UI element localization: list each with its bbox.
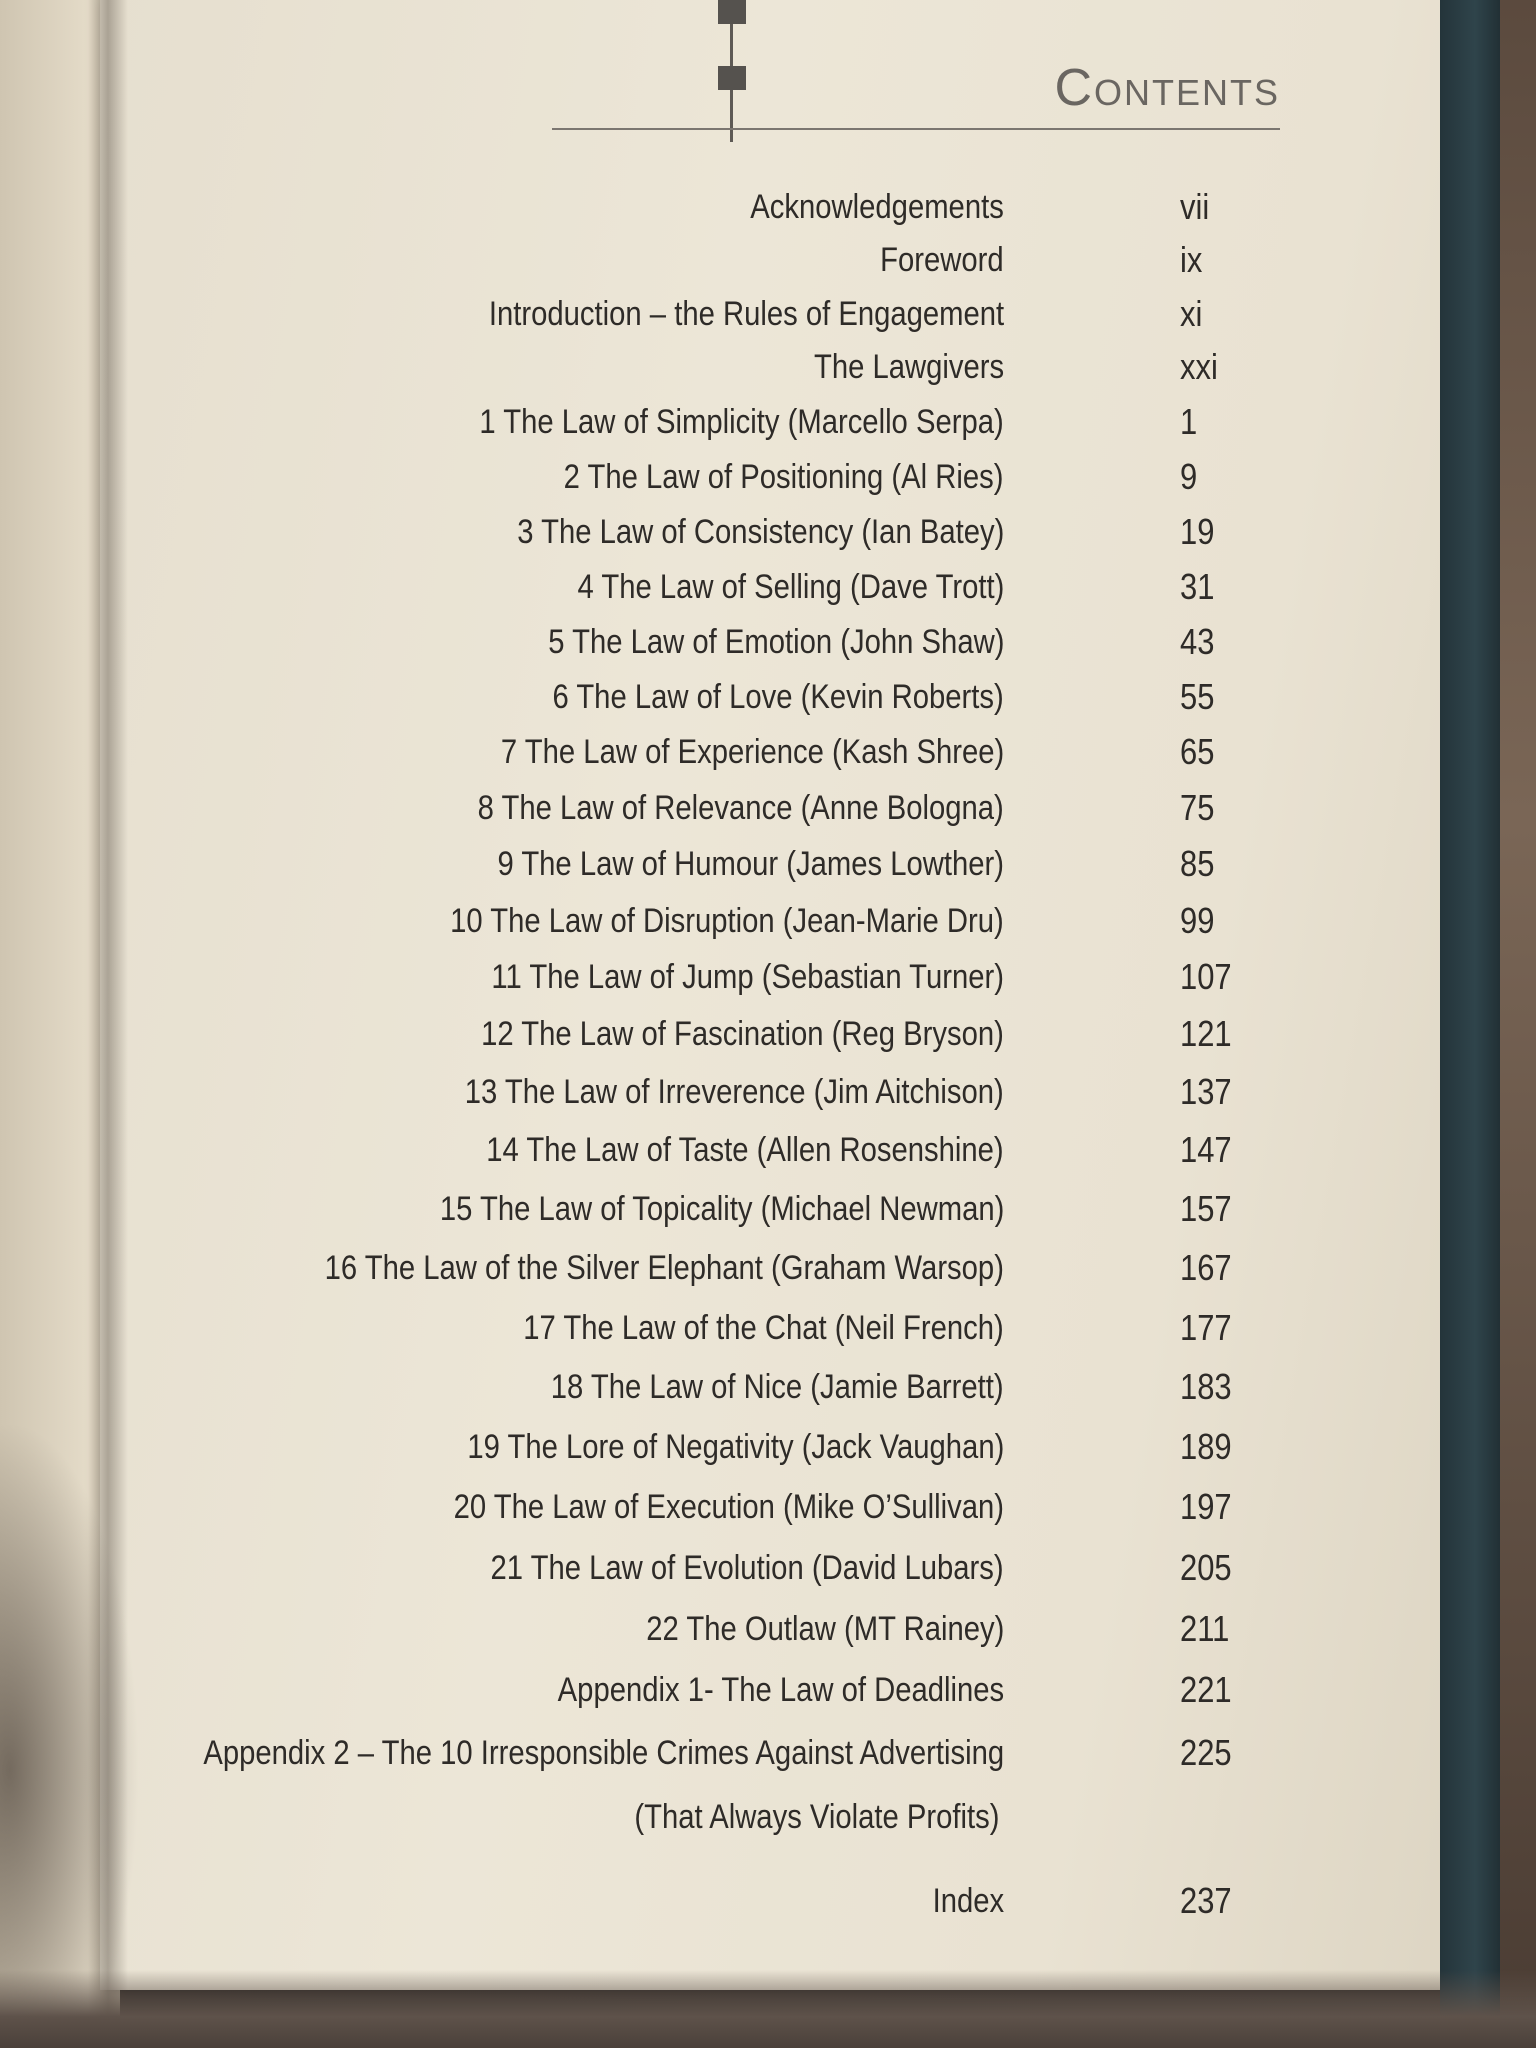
toc-entry-title: 13 The Law of Irreverence (Jim Aitchison) — [464, 1073, 1004, 1111]
toc-entry-title: 21 The Law of Evolution (David Lubars) — [490, 1549, 1004, 1587]
toc-page-number: 183 — [1180, 1366, 1232, 1407]
toc-entry-title: 12 The Law of Fascination (Reg Bryson) — [481, 1015, 1004, 1053]
toc-page-number: 99 — [1180, 900, 1215, 941]
toc-page-number: 205 — [1180, 1547, 1232, 1588]
toc-entry-title: 3 The Law of Consistency (Ian Batey) — [516, 513, 1004, 551]
toc-row — [0, 729, 1536, 779]
toc-entry-title: 19 The Lore of Negativity (Jack Vaughan) — [467, 1428, 1004, 1466]
toc-row — [0, 1186, 1536, 1236]
toc-row — [0, 1606, 1536, 1656]
toc-entry-title: 16 The Law of the Silver Elephant (Graham Warsop) — [324, 1249, 1004, 1287]
toc-page-number: 65 — [1180, 731, 1215, 772]
toc-entry-title: 6 The Law of Love (Kevin Roberts) — [552, 678, 1004, 716]
toc-page-number: 75 — [1180, 787, 1215, 828]
toc-page-number: 31 — [1180, 566, 1215, 607]
toc-entry-title: 15 The Law of Topicality (Michael Newman) — [439, 1190, 1004, 1228]
toc-page-number: 157 — [1180, 1188, 1232, 1229]
toc-entry-title: Introduction – the Rules of Engagement — [488, 295, 1004, 333]
toc-page-number: 1 — [1180, 401, 1198, 442]
toc-page-number: xxi — [1180, 346, 1218, 387]
toc-page-number: ix — [1180, 239, 1203, 280]
toc-entry-title: Appendix 1- The Law of Deadlines — [557, 1671, 1004, 1709]
toc-row — [0, 674, 1536, 724]
toc-page-number: xi — [1180, 293, 1203, 334]
toc-page-number: vii — [1180, 186, 1210, 227]
toc-entry-title: 18 The Law of Nice (Jamie Barrett) — [551, 1368, 1004, 1406]
toc-row — [0, 841, 1536, 891]
toc-row — [0, 898, 1536, 948]
toc-page-number: 147 — [1180, 1129, 1232, 1170]
toc-entry-title: Appendix 2 – The 10 Irresponsible Crimes Against Advertising — [203, 1734, 1004, 1772]
toc-entry-continuation: (That Always Violate Profits) — [634, 1798, 1000, 1836]
toc-page-number: 189 — [1180, 1426, 1232, 1467]
toc-row — [0, 237, 1536, 287]
toc-entry-title: 4 The Law of Selling (Dave Trott) — [577, 568, 1004, 606]
toc-entry-title: 14 The Law of Taste (Allen Rosenshine) — [486, 1131, 1004, 1169]
toc-row — [0, 1667, 1536, 1717]
toc-row — [0, 1305, 1536, 1355]
toc-page-number: 9 — [1180, 456, 1198, 497]
bottom-shadow — [0, 1970, 1536, 2048]
toc-entry-title: 8 The Law of Relevance (Anne Bologna) — [477, 789, 1004, 827]
toc-page-number: 85 — [1180, 843, 1215, 884]
toc-entry-title: 22 The Outlaw (MT Rainey) — [645, 1610, 1004, 1648]
toc-entry-title: 11 The Law of Jump (Sebastian Turner) — [491, 958, 1004, 996]
toc-page-number: 19 — [1180, 511, 1215, 552]
toc-page-number: 197 — [1180, 1486, 1232, 1527]
toc-entry-title: Index — [932, 1882, 1004, 1920]
toc-page-number: 43 — [1180, 621, 1215, 662]
toc-page-number: 137 — [1180, 1071, 1232, 1112]
toc-row — [0, 454, 1536, 504]
toc-row — [0, 564, 1536, 614]
toc-row — [0, 399, 1536, 449]
toc-entry-title: 20 The Law of Execution (Mike O’Sullivan) — [453, 1488, 1004, 1526]
toc-entry-title: 2 The Law of Positioning (Al Ries) — [564, 458, 1004, 496]
toc-entry-title: 17 The Law of the Chat (Neil French) — [523, 1309, 1004, 1347]
toc-row — [0, 291, 1536, 341]
toc-entry-title: Acknowledgements — [750, 188, 1004, 226]
toc-page-number: 167 — [1180, 1247, 1232, 1288]
toc-row — [0, 1364, 1536, 1414]
toc-page-number: 211 — [1180, 1608, 1230, 1649]
toc-row — [0, 1127, 1536, 1177]
page-title: Contents — [1054, 59, 1280, 117]
toc-row — [0, 619, 1536, 669]
toc-row — [0, 1424, 1536, 1474]
toc-row — [0, 954, 1536, 1004]
toc-row — [0, 1245, 1536, 1295]
toc-row — [0, 785, 1536, 835]
toc-page-number: 225 — [1180, 1732, 1232, 1773]
toc-page-number: 177 — [1180, 1307, 1232, 1348]
toc-row — [0, 1545, 1536, 1595]
toc-row — [0, 1069, 1536, 1119]
toc-page-number: 55 — [1180, 676, 1215, 717]
toc-entry-title: 7 The Law of Experience (Kash Shree) — [500, 733, 1004, 771]
toc-page-number: 107 — [1180, 956, 1232, 997]
toc-row — [0, 1484, 1536, 1534]
toc-row — [0, 509, 1536, 559]
toc-entry-title: Foreword — [880, 241, 1004, 279]
toc-entry-title: 1 The Law of Simplicity (Marcello Serpa) — [479, 403, 1004, 441]
toc-entry-title: 10 The Law of Disruption (Jean-Marie Dru) — [450, 902, 1004, 940]
toc-row — [0, 1011, 1536, 1061]
toc-row — [0, 184, 1536, 234]
toc-page-number: 237 — [1180, 1880, 1232, 1921]
toc-page-number: 221 — [1180, 1669, 1232, 1710]
toc-entry-title: 5 The Law of Emotion (John Shaw) — [547, 623, 1004, 661]
toc-row — [0, 1730, 1536, 1780]
toc-entry-title: The Lawgivers — [813, 348, 1004, 386]
toc-entry-title: 9 The Law of Humour (James Lowther) — [497, 845, 1004, 883]
toc-row — [0, 344, 1536, 394]
toc-row-index — [0, 1878, 1536, 1928]
toc-page-number: 121 — [1180, 1013, 1232, 1054]
